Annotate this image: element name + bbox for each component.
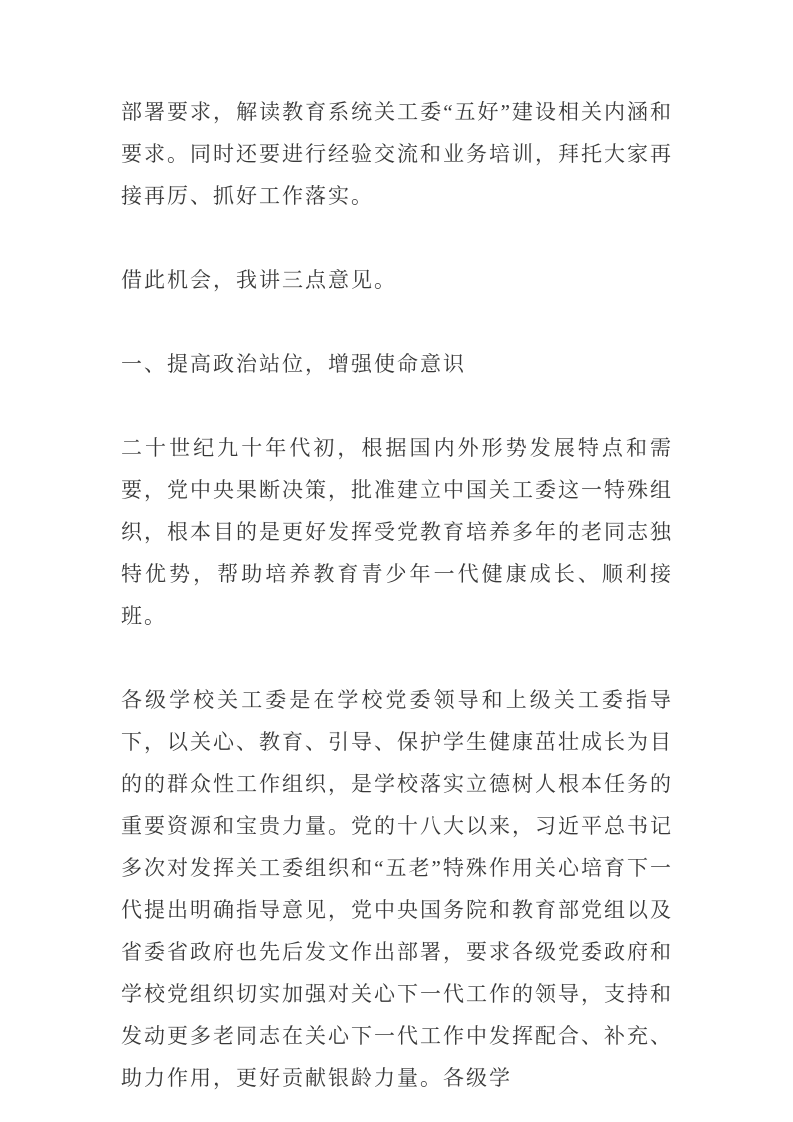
paragraph-history-of-guanweiwei: 二十世纪九十年代初，根据国内外形势发展特点和需要，党中央果断决策，批准建立中国关工委这一特殊组织，根本目的是更好发挥受党教育培养多年的老同志独特优势，帮助培养教育青少年一代健康成长、顺利接班。 xyxy=(121,436,673,628)
document-content xyxy=(121,0,673,1099)
paragraph-three-opinions-intro: 借此机会，我讲三点意见。 xyxy=(121,268,397,292)
paragraph-school-guanweiwei-role: 各级学校关工委是在学校党委领导和上级关工委指导下，以关心、教育、引导、保护学生健康茁壮成长为目的的群众性工作组织，是学校落实立德树人根本任务的重要资源和宝贵力量。党的十八大以来，习近平总书记多次对发挥关工委组织和“五老”特殊作用关心培育下一代提出明确指导意见，党中央国务院和教育部党组以及省委省政府也先后发文作出部署，要求各级党委政府和学校党组织切实加强对关心下一代工作的领导，支持和发动更多老同志在关心下一代工作中发挥配合、补充、助力作用，更好贡献银龄力量。各级学 xyxy=(121,688,673,1090)
paragraph-deployment-requirements: 部署要求，解读教育系统关工委“五好”建设相关内涵和要求。同时还要进行经验交流和业务培训，拜托大家再接再厉、抓好工作落实。 xyxy=(121,100,673,208)
section-heading-political-stance: 一、提高政治站位，增强使命意识 xyxy=(121,352,466,376)
